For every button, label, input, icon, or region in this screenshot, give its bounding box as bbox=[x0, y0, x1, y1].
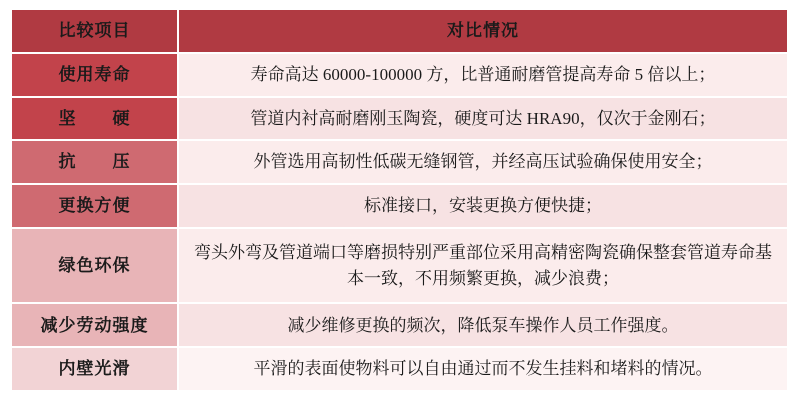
row-label: 更换方便 bbox=[12, 185, 177, 227]
row-value: 寿命高达 60000-100000 方，比普通耐磨管提高寿命 5 倍以上； bbox=[179, 54, 787, 96]
row-value: 减少维修更换的频次，降低泵车操作人员工作强度。 bbox=[179, 304, 787, 346]
row-label: 使用寿命 bbox=[12, 54, 177, 96]
table-row bbox=[12, 54, 787, 96]
table-row bbox=[12, 141, 787, 183]
row-label: 减少劳动强度 bbox=[12, 304, 177, 346]
column-header-item: 比较项目 bbox=[12, 10, 177, 52]
row-value: 外管选用高韧性低碳无缝钢管，并经高压试验确保使用安全； bbox=[179, 141, 787, 183]
comparison-table bbox=[10, 8, 789, 392]
table-row bbox=[12, 348, 787, 390]
row-value: 管道内衬高耐磨刚玉陶瓷，硬度可达 HRA90，仅次于金刚石； bbox=[179, 98, 787, 140]
row-label: 抗 压 bbox=[12, 141, 177, 183]
row-label: 绿色环保 bbox=[12, 229, 177, 303]
table-row bbox=[12, 229, 787, 303]
row-label: 内壁光滑 bbox=[12, 348, 177, 390]
table-row bbox=[12, 185, 787, 227]
row-value: 标准接口，安装更换方便快捷； bbox=[179, 185, 787, 227]
table-header-row bbox=[12, 10, 787, 52]
table-row bbox=[12, 304, 787, 346]
row-label: 坚 硬 bbox=[12, 98, 177, 140]
column-header-detail: 对比情况 bbox=[179, 10, 787, 52]
row-value: 平滑的表面使物料可以自由通过而不发生挂料和堵料的情况。 bbox=[179, 348, 787, 390]
table-row bbox=[12, 98, 787, 140]
row-value: 弯头外弯及管道端口等磨损特别严重部位采用高精密陶瓷确保整套管道寿命基本一致，不用频繁更换，减少浪费； bbox=[179, 229, 787, 303]
